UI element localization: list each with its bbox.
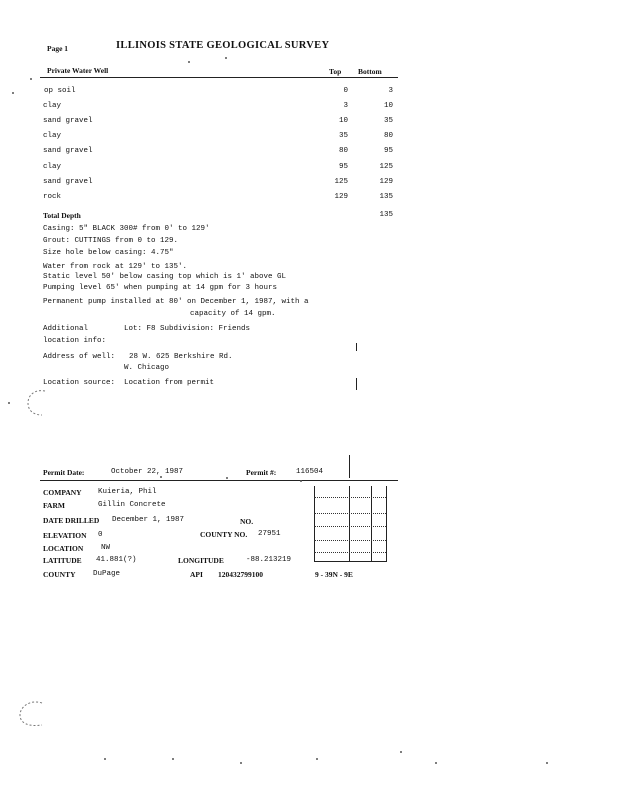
county-number-label: COUNTY NO. [200, 530, 248, 539]
grid-line [314, 552, 386, 553]
longitude-value: -88.213219 [246, 556, 292, 564]
county-label: COUNTY [43, 570, 76, 579]
stratum-bottom: 35 [383, 117, 393, 125]
latitude-value: 41.881(?) [96, 556, 137, 564]
grid-line [314, 540, 386, 541]
scan-mark [356, 343, 357, 351]
stratum-bottom: 95 [383, 147, 393, 155]
stratum-name: rock [43, 193, 62, 201]
scan-mark [356, 378, 357, 390]
company-label: COMPANY [43, 488, 82, 497]
latitude-label: LATITUDE [43, 556, 82, 565]
grid-line [314, 526, 386, 527]
api-label: API [190, 570, 203, 579]
scan-speck [160, 476, 162, 478]
scan-speck [226, 477, 228, 479]
county-value: DuPage [93, 570, 121, 578]
stratum-bottom: 3 [388, 87, 393, 95]
stratum-name: sand gravel [43, 147, 93, 155]
total-depth-value: 135 [379, 211, 393, 219]
stratum-top: 0 [343, 87, 348, 95]
additional-label: Additional [43, 325, 89, 333]
stratum-name: clay [43, 163, 62, 171]
scan-speck [12, 92, 14, 94]
stratum-top: 35 [338, 132, 348, 140]
stratum-name: clay [43, 132, 62, 140]
stratum-top: 129 [334, 193, 348, 201]
location-label: LOCATION [43, 544, 84, 553]
township-range: 9 - 39N - 9E [315, 570, 353, 579]
elevation-label: ELEVATION [43, 531, 87, 540]
total-depth-label: Total Depth [43, 211, 81, 220]
static-level-note: Static level 50' below casing top which is 1' above GL [43, 273, 287, 281]
longitude-label: LONGITUDE [178, 556, 224, 565]
api-value: 120432799100 [218, 570, 263, 579]
stratum-bottom: 80 [383, 132, 393, 140]
county-number-value: 27951 [258, 530, 281, 538]
grout-note: Grout: CUTTINGS from 0 to 129. [43, 237, 179, 245]
scan-speck [8, 402, 10, 404]
scan-speck [240, 762, 242, 764]
farm-label: FARM [43, 501, 65, 510]
permit-date-value: October 22, 1987 [111, 468, 184, 476]
page-title: ILLINOIS STATE GEOLOGICAL SURVEY [116, 40, 330, 51]
company-value: Kuieria, Phil [98, 488, 157, 496]
stratum-top: 95 [338, 163, 348, 171]
scan-speck [546, 762, 548, 764]
date-drilled-label: DATE DRILLED [43, 516, 100, 525]
stratum-bottom: 129 [379, 178, 393, 186]
farm-value: Gillin Concrete [98, 501, 166, 509]
section-heading: Private Water Well [47, 66, 109, 75]
water-source-note: Water from rock at 129' to 135'. [43, 263, 188, 271]
grid-line [314, 497, 386, 498]
permit-number-value: 116504 [296, 468, 324, 476]
punch-hole-icon [12, 695, 48, 731]
casing-note: Casing: 5" BLACK 300# from 0' to 129' [43, 225, 210, 233]
location-source-value: Location from permit [124, 379, 215, 387]
stratum-bottom: 135 [379, 193, 393, 201]
stratum-name: sand gravel [43, 117, 93, 125]
grid-line [314, 513, 386, 514]
permit-date-label: Permit Date: [43, 468, 85, 477]
number-label: NO. [240, 517, 254, 526]
stratum-bottom: 10 [383, 102, 393, 110]
stratum-name: sand gravel [43, 178, 93, 186]
pumping-level-note: Pumping level 65' when pumping at 14 gpm for 3 hours [43, 284, 278, 292]
column-header-top: Top [329, 67, 342, 76]
grid-line [386, 486, 387, 562]
scan-mark [349, 455, 350, 478]
stratum-top: 125 [334, 178, 348, 186]
header-divider [40, 77, 398, 78]
additional-value: Lot: F8 Subdivision: Friends [124, 325, 251, 333]
stratum-top: 10 [338, 117, 348, 125]
scan-speck [30, 78, 32, 80]
stratum-name: op soil [44, 87, 76, 95]
address-line-2: W. Chicago [124, 364, 170, 372]
permit-divider [40, 480, 398, 481]
stratum-top: 3 [343, 102, 348, 110]
elevation-value: 0 [98, 531, 103, 539]
address-line-1: 28 W. 625 Berkshire Rd. [129, 353, 233, 361]
stratum-name: clay [43, 102, 62, 110]
date-drilled-value: December 1, 1987 [112, 516, 185, 524]
grid-line [314, 561, 386, 562]
stratum-bottom: 125 [379, 163, 393, 171]
address-label: Address of well: [43, 353, 116, 361]
pump-capacity-note: capacity of 14 gpm. [190, 310, 276, 318]
scan-speck [225, 57, 227, 59]
pump-install-note: Permanent pump installed at 80' on December 1, 1987, with a [43, 298, 309, 306]
scan-speck [435, 762, 437, 764]
location-value: NW [101, 544, 111, 552]
permit-number-label: Permit #: [246, 468, 277, 477]
scan-speck [316, 758, 318, 760]
scan-speck [104, 758, 106, 760]
scan-speck [400, 751, 402, 753]
scan-speck [300, 480, 302, 482]
location-source-label: Location source: [43, 379, 116, 387]
scan-speck [172, 758, 174, 760]
punch-hole-icon [20, 385, 50, 420]
additional-label-2: location info: [43, 337, 107, 345]
scan-speck [188, 61, 190, 63]
page-number: Page 1 [47, 44, 69, 53]
hole-size-note: Size hole below casing: 4.75" [43, 249, 174, 257]
column-header-bottom: Bottom [358, 67, 382, 76]
stratum-top: 80 [338, 147, 348, 155]
